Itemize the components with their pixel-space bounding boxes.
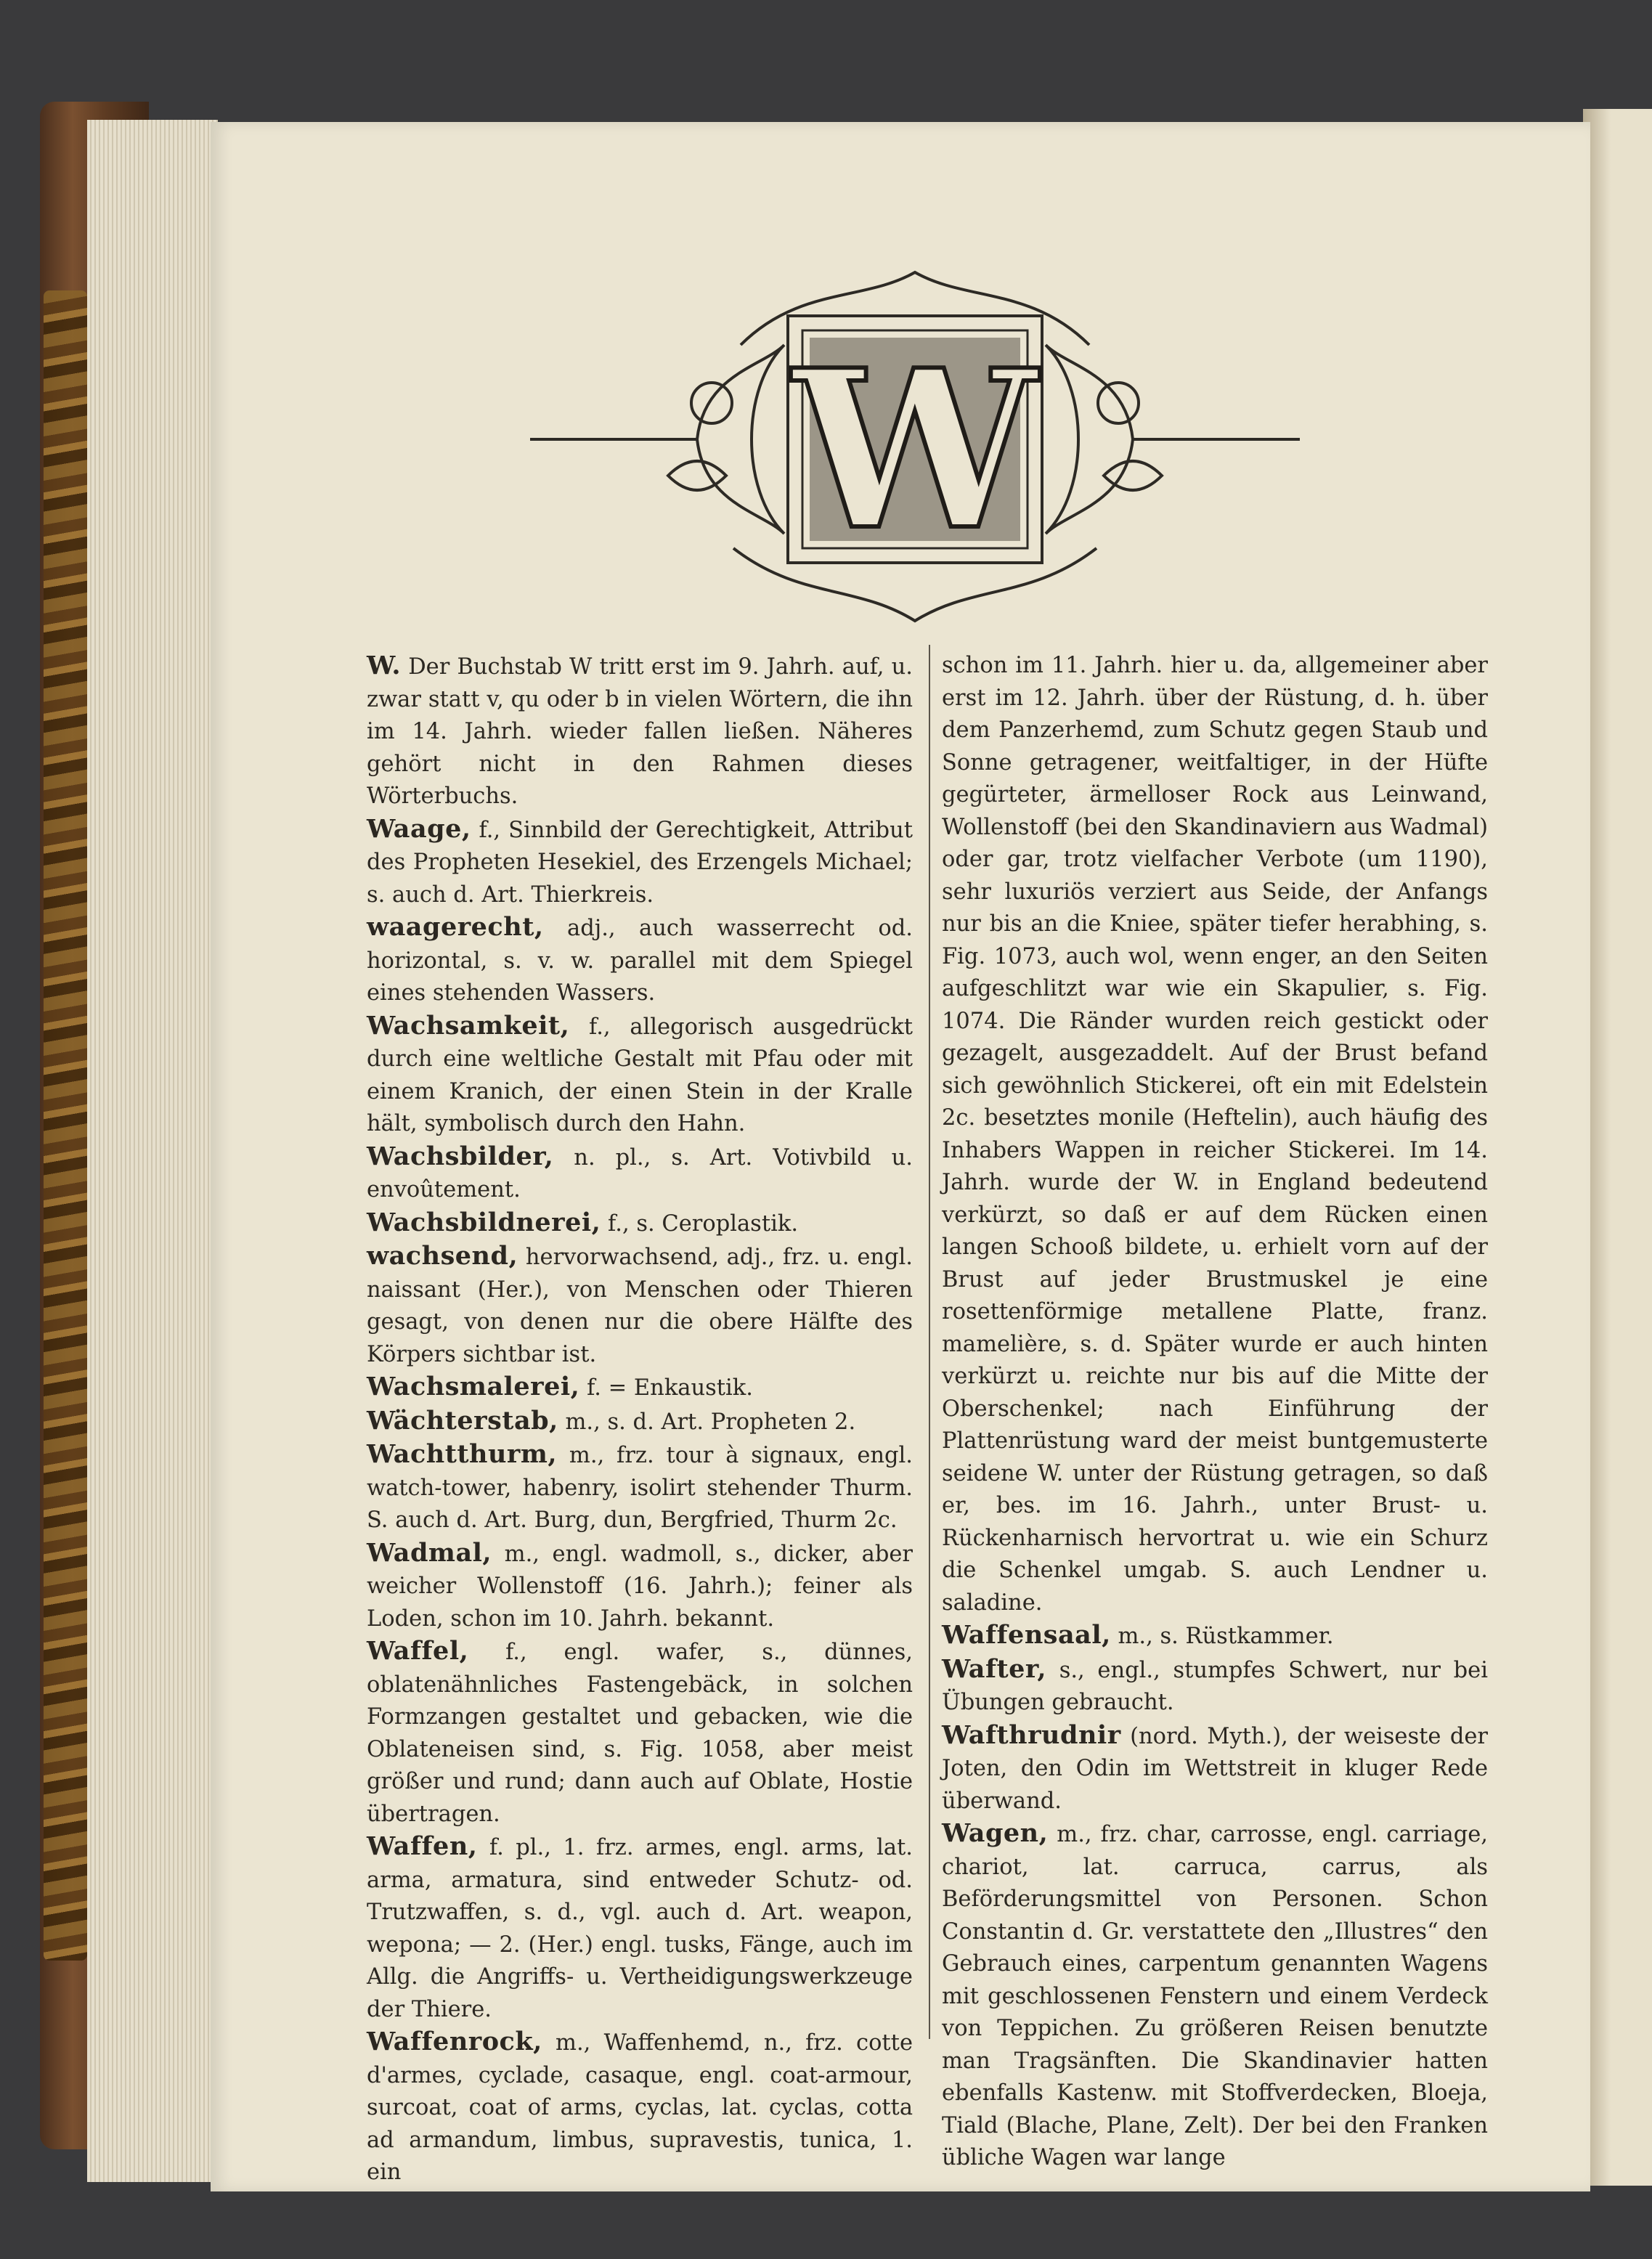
entry-text: Der Buchstab W tritt erst im 9. Jahrh. auf, u. zwar statt v, qu oder b in vielen Wörtern, die ihn im 14. Jahrh. wieder fallen ließen. Näheres gehört nicht in den Rahmen dieses Wörterbuchs. [367, 654, 913, 809]
entry-headword: Waage, [367, 813, 471, 844]
right-page-edge [1583, 109, 1652, 2186]
dictionary-entry [942, 1619, 1488, 1653]
entry-text: adj., auch wasserrecht od. horizontal, s. v. w. parallel mit dem Spiegel eines stehenden Wassers. [367, 916, 913, 1006]
entry-text: f. = Enkaustik. [579, 1375, 753, 1401]
entry-text: schon im 11. Jahrh. hier u. da, allgemeiner aber erst im 12. Jahrh. über der Rüstung, d. h. über dem Panzerhemd, zum Schutz gegen Staub und Sonne getragener, weitfaltiger, in der Hüfte gegürteter, ärmelloser Rock aus Leinwand, Wollenstoff (bei den Skandinaviern aus Wadmal) oder gar, trotz vielfacher Verbote (um 1190), sehr luxuriös verziert aus Seide, der Anfangs nur bis an die Kniee, später tiefer herabhing, s. Fig. 1073, auch wol, wenn enger, an den Seiten aufgeschlitzt war wie ein Skapulier, s. Fig. 1074. Die Ränder wurden reich gestickt oder gezagelt, ausgezaddelt. Auf der Brust befand sich gewöhnlich Stickerei, oft ein mit Edelstein 2c. besetztes monile (Heftelin), auch häufig des Inhabers Wappen in reicher Stickerei. Im 14. Jahrh. wurde der W. in England bedeutend verkürzt, so daß er auf dem Rücken einen langen Schooß bildete, u. erhielt vorn auf der Brust auf jeder Brustmuskel je eine rosettenförmige metallene Platte, franz. mamelière, s. d. Später wurde er auch hinten verkürzt u. reichte nur bis auf die Mitte der Oberschenkel; nach Einführung der Plattenrüstung ward der meist buntgemusterte seidene W. unter der Rüstung getragen, so daß er, bes. im 16. Jahrh., unter Brust- u. Rückenharnisch hervortrat u. wie ein Schurz die Schenkel umgab. S. auch Lendner u. saladine. [942, 653, 1488, 1616]
ornament-left-rosette [691, 383, 732, 423]
dictionary-entry [367, 1141, 913, 1207]
dictionary-entry [367, 1635, 913, 1831]
dictionary-entry [367, 1010, 913, 1141]
entry-text: f. pl., 1. frz. armes, engl. arms, lat. arma, armatura, sind entweder Schutz- od. Trutzwaffen, s. d., vgl. auch d. Art. weapon, wepona; — 2. (Her.) engl. tusks, Fänge, auch im Allg. die Angriffs- u. Vertheidigungswerkzeuge der Thiere. [367, 1835, 913, 2022]
dictionary-entry [367, 1537, 913, 1636]
entry-text: f., engl. wafer, s., dünnes, oblatenähnliches Fastengebäck, in solchen Formzangen gestaltet und gebacken, wie die Oblateneisen sind, s. Fig. 1058, aber meist größer und rund; dann auch auf Oblate, Hostie übertragen. [367, 1640, 913, 1827]
entry-text: m., engl. wadmoll, s., dicker, aber weicher Wollenstoff (16. Jahrh.); feiner als Loden, schon im 10. Jahrh. bekannt. [367, 1541, 913, 1632]
dictionary-entry [367, 1240, 913, 1371]
entry-text: f., allegorisch ausgedrückt durch eine weltliche Gestalt mit Pfau oder mit einem Kranich, der einen Stein in der Kralle hält, symbolisch durch den Hahn. [367, 1014, 913, 1136]
dictionary-entry [367, 650, 913, 813]
entry-text: m., s. Rüstkammer. [1110, 1624, 1334, 1649]
dictionary-entry [367, 1831, 913, 2026]
entry-headword: Wagen, [942, 1818, 1049, 1848]
ornament-left-scroll [697, 345, 784, 534]
dictionary-entry [367, 2026, 913, 2189]
dictionary-entry [942, 1818, 1488, 2175]
dictionary-entry [367, 1405, 913, 1439]
entry-text: (nord. Myth.), der weiseste der Joten, den Odin im Wettstreit in kluger Rede überwand. [942, 1723, 1488, 1814]
entry-text: f., s. Ceroplastik. [601, 1210, 799, 1237]
entry-headword: Wachsamkeit, [367, 1010, 570, 1041]
page-stack [87, 120, 218, 2182]
entry-headword: Wachtthurm, [367, 1439, 558, 1469]
entry-headword: Waffenrock, [367, 2027, 542, 2056]
entry-headword: wachsend, [367, 1241, 518, 1271]
dictionary-entry [367, 1438, 913, 1537]
entry-headword: Waffensaal, [942, 1620, 1111, 1650]
entry-headword: Wächterstab, [367, 1405, 558, 1436]
marbled-edge [44, 290, 87, 1961]
column-divider [929, 645, 930, 2039]
entry-text: n. pl., s. Art. Votivbild u. envoûtement. [367, 1144, 913, 1202]
dictionary-entry [942, 650, 1488, 1619]
entry-text: s., engl., stumpfes Schwert, nur bei Übungen gebraucht. [942, 1657, 1488, 1715]
ornamental-initial-w [523, 258, 1307, 628]
dictionary-entry [367, 813, 913, 912]
entry-text: f., Sinnbild der Gerechtigkeit, Attribut des Propheten Hesekiel, des Erzengels Michael; s. auch d. Art. Thierkreis. [367, 817, 913, 908]
entry-text: m., frz. tour à signaux, engl. watch-tower, habenry, isolirt stehender Thurm. S. auch d. Art. Burg, dun, Bergfried, Thurm 2c. [367, 1443, 913, 1533]
ornament-right-scroll [1046, 345, 1133, 534]
entry-headword: Wadmal, [367, 1537, 492, 1568]
right-column [942, 650, 1488, 2175]
entry-headword: Wachsbildnerei, [367, 1207, 601, 1237]
left-column [367, 650, 913, 2189]
dictionary-entry [367, 911, 913, 1010]
entry-headword: Wafter, [942, 1653, 1047, 1684]
entry-text: m., s. d. Art. Propheten 2. [558, 1409, 856, 1435]
dictionary-entry [367, 1371, 913, 1405]
dictionary-entry [367, 1207, 913, 1241]
entry-headword: W. [367, 651, 402, 680]
entry-headword: waagerecht, [367, 912, 544, 942]
entry-headword: Wachsmalerei, [367, 1372, 580, 1401]
entry-text: hervorwachsend, adj., frz. u. engl. naissant (Her.), von Menschen oder Thieren gesagt, von denen nur die obere Hälfte des Körpers sichtbar ist. [367, 1245, 913, 1367]
dictionary-entry [942, 1653, 1488, 1719]
entry-text: m., Waffenhemd, n., frz. cotte d'armes, cyclade, casaque, engl. coat-armour, surcoat, coat of arms, cyclas, lat. cyclas, cotta ad armandum, limbus, supravestis, tunica, 1. ein [367, 2030, 913, 2185]
ornament-initial-letter: W [792, 322, 1038, 578]
entry-headword: Waffel, [367, 1636, 469, 1666]
dictionary-entry [942, 1719, 1488, 1818]
entry-headword: Wachsbilder, [367, 1141, 554, 1171]
entry-text: m., frz. char, carrosse, engl. carriage, chariot, lat. carruca, carrus, als Beförderungsmittel von Personen. Schon Constantin d. Gr. verstattete den „Illustres“ den Gebrauch eines, carpentum genannten Wagens mit geschlossenen Fenstern und einem Verdeck von Teppichen. Zu größeren Reisen benutzte man Tragsänften. Die Skandinavier hatten ebenfalls Kastenw. mit Stoffverdecken, Bloeja, Tiald (Blache, Plane, Zelt). Der bei den Franken übliche Wagen war lange [942, 1822, 1488, 2170]
entry-headword: Wafthrudnir [942, 1719, 1121, 1750]
ornament-right-rosette [1098, 383, 1139, 423]
entry-headword: Waffen, [367, 1831, 478, 1861]
